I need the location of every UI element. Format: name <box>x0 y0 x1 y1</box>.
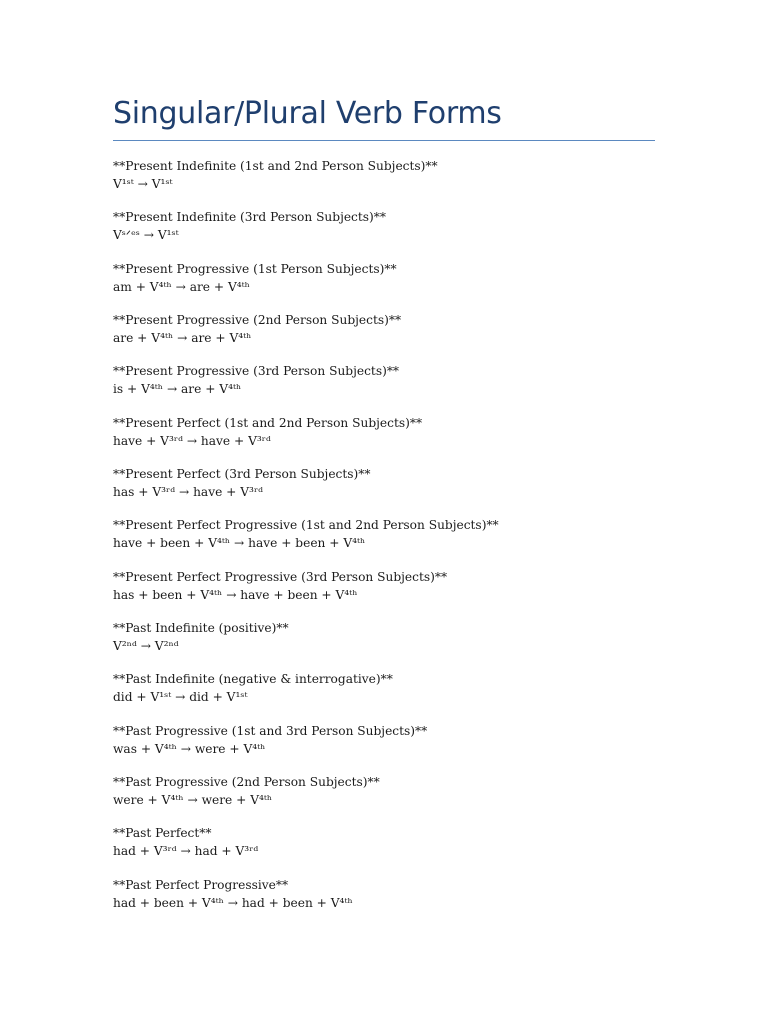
entry-heading: **Present Indefinite (3rd Person Subjects)** <box>113 210 386 225</box>
verb-form-entry <box>113 670 673 721</box>
entry-formula: V¹ˢᵗ → V¹ˢᵗ <box>113 177 173 191</box>
verb-form-entry <box>113 824 673 875</box>
verb-form-entry <box>113 260 673 311</box>
entry-formula: is + V⁴ᵗʰ → are + V⁴ᵗʰ <box>113 382 242 397</box>
entry-heading: **Past Perfect Progressive** <box>113 877 289 892</box>
entry-formula: V²ⁿᵈ → V²ⁿᵈ <box>113 639 179 654</box>
entry-heading: **Past Indefinite (negative & interrogative)** <box>113 672 393 687</box>
verb-form-entry <box>113 516 673 567</box>
verb-form-entry <box>113 157 673 208</box>
verb-forms-list <box>113 157 673 927</box>
verb-form-entry <box>113 311 673 362</box>
entry-formula: are + V⁴ᵗʰ → are + V⁴ᵗʰ <box>113 331 252 346</box>
title-underline <box>113 140 655 141</box>
verb-form-entry <box>113 362 673 413</box>
entry-heading: **Present Perfect Progressive (1st and 2nd Person Subjects)** <box>113 518 499 533</box>
entry-formula: has + been + V⁴ᵗʰ → have + been + V⁴ᵗʰ <box>113 587 358 602</box>
verb-form-entry <box>113 876 673 927</box>
entry-heading: **Past Perfect** <box>113 826 212 841</box>
entry-formula: has + V³ʳᵈ → have + V³ʳᵈ <box>113 485 264 500</box>
entry-heading: **Present Progressive (3rd Person Subjects)** <box>113 364 400 379</box>
entry-formula: had + been + V⁴ᵗʰ → had + been + V⁴ᵗʰ <box>113 895 353 910</box>
entry-formula: did + V¹ˢᵗ → did + V¹ˢᵗ <box>113 690 248 705</box>
entry-heading: **Present Progressive (1st Person Subjects)** <box>113 261 397 276</box>
entry-formula: were + V⁴ᵗʰ → were + V⁴ᵗʰ <box>113 793 273 808</box>
entry-heading: **Past Progressive (1st and 3rd Person Subjects)** <box>113 723 428 738</box>
entry-formula: Vˢᐟᵉˢ → V¹ˢᵗ <box>113 228 179 243</box>
entry-heading: **Present Perfect (1st and 2nd Person Subjects)** <box>113 415 423 430</box>
verb-form-entry <box>113 465 673 516</box>
verb-form-entry <box>113 208 673 259</box>
entry-formula: was + V⁴ᵗʰ → were + V⁴ᵗʰ <box>113 741 266 756</box>
entry-heading: **Present Perfect (3rd Person Subjects)** <box>113 467 371 482</box>
entry-heading: **Present Indefinite (1st and 2nd Person Subjects)** <box>113 159 438 173</box>
entry-heading: **Present Perfect Progressive (3rd Person Subjects)** <box>113 569 448 584</box>
entry-heading: **Past Indefinite (positive)** <box>113 621 289 636</box>
entry-formula: have + been + V⁴ᵗʰ → have + been + V⁴ᵗʰ <box>113 536 366 551</box>
entry-heading: **Past Progressive (2nd Person Subjects)** <box>113 775 380 790</box>
verb-form-entry <box>113 619 673 670</box>
entry-formula: have + V³ʳᵈ → have + V³ʳᵈ <box>113 433 271 448</box>
page-title: Singular/Plural Verb Forms <box>113 96 502 131</box>
verb-form-entry <box>113 414 673 465</box>
entry-formula: am + V⁴ᵗʰ → are + V⁴ᵗʰ <box>113 279 250 294</box>
verb-form-entry <box>113 773 673 824</box>
verb-form-entry <box>113 722 673 773</box>
verb-form-entry <box>113 568 673 619</box>
entry-formula: had + V³ʳᵈ → had + V³ʳᵈ <box>113 844 259 859</box>
entry-heading: **Present Progressive (2nd Person Subjects)** <box>113 313 402 328</box>
